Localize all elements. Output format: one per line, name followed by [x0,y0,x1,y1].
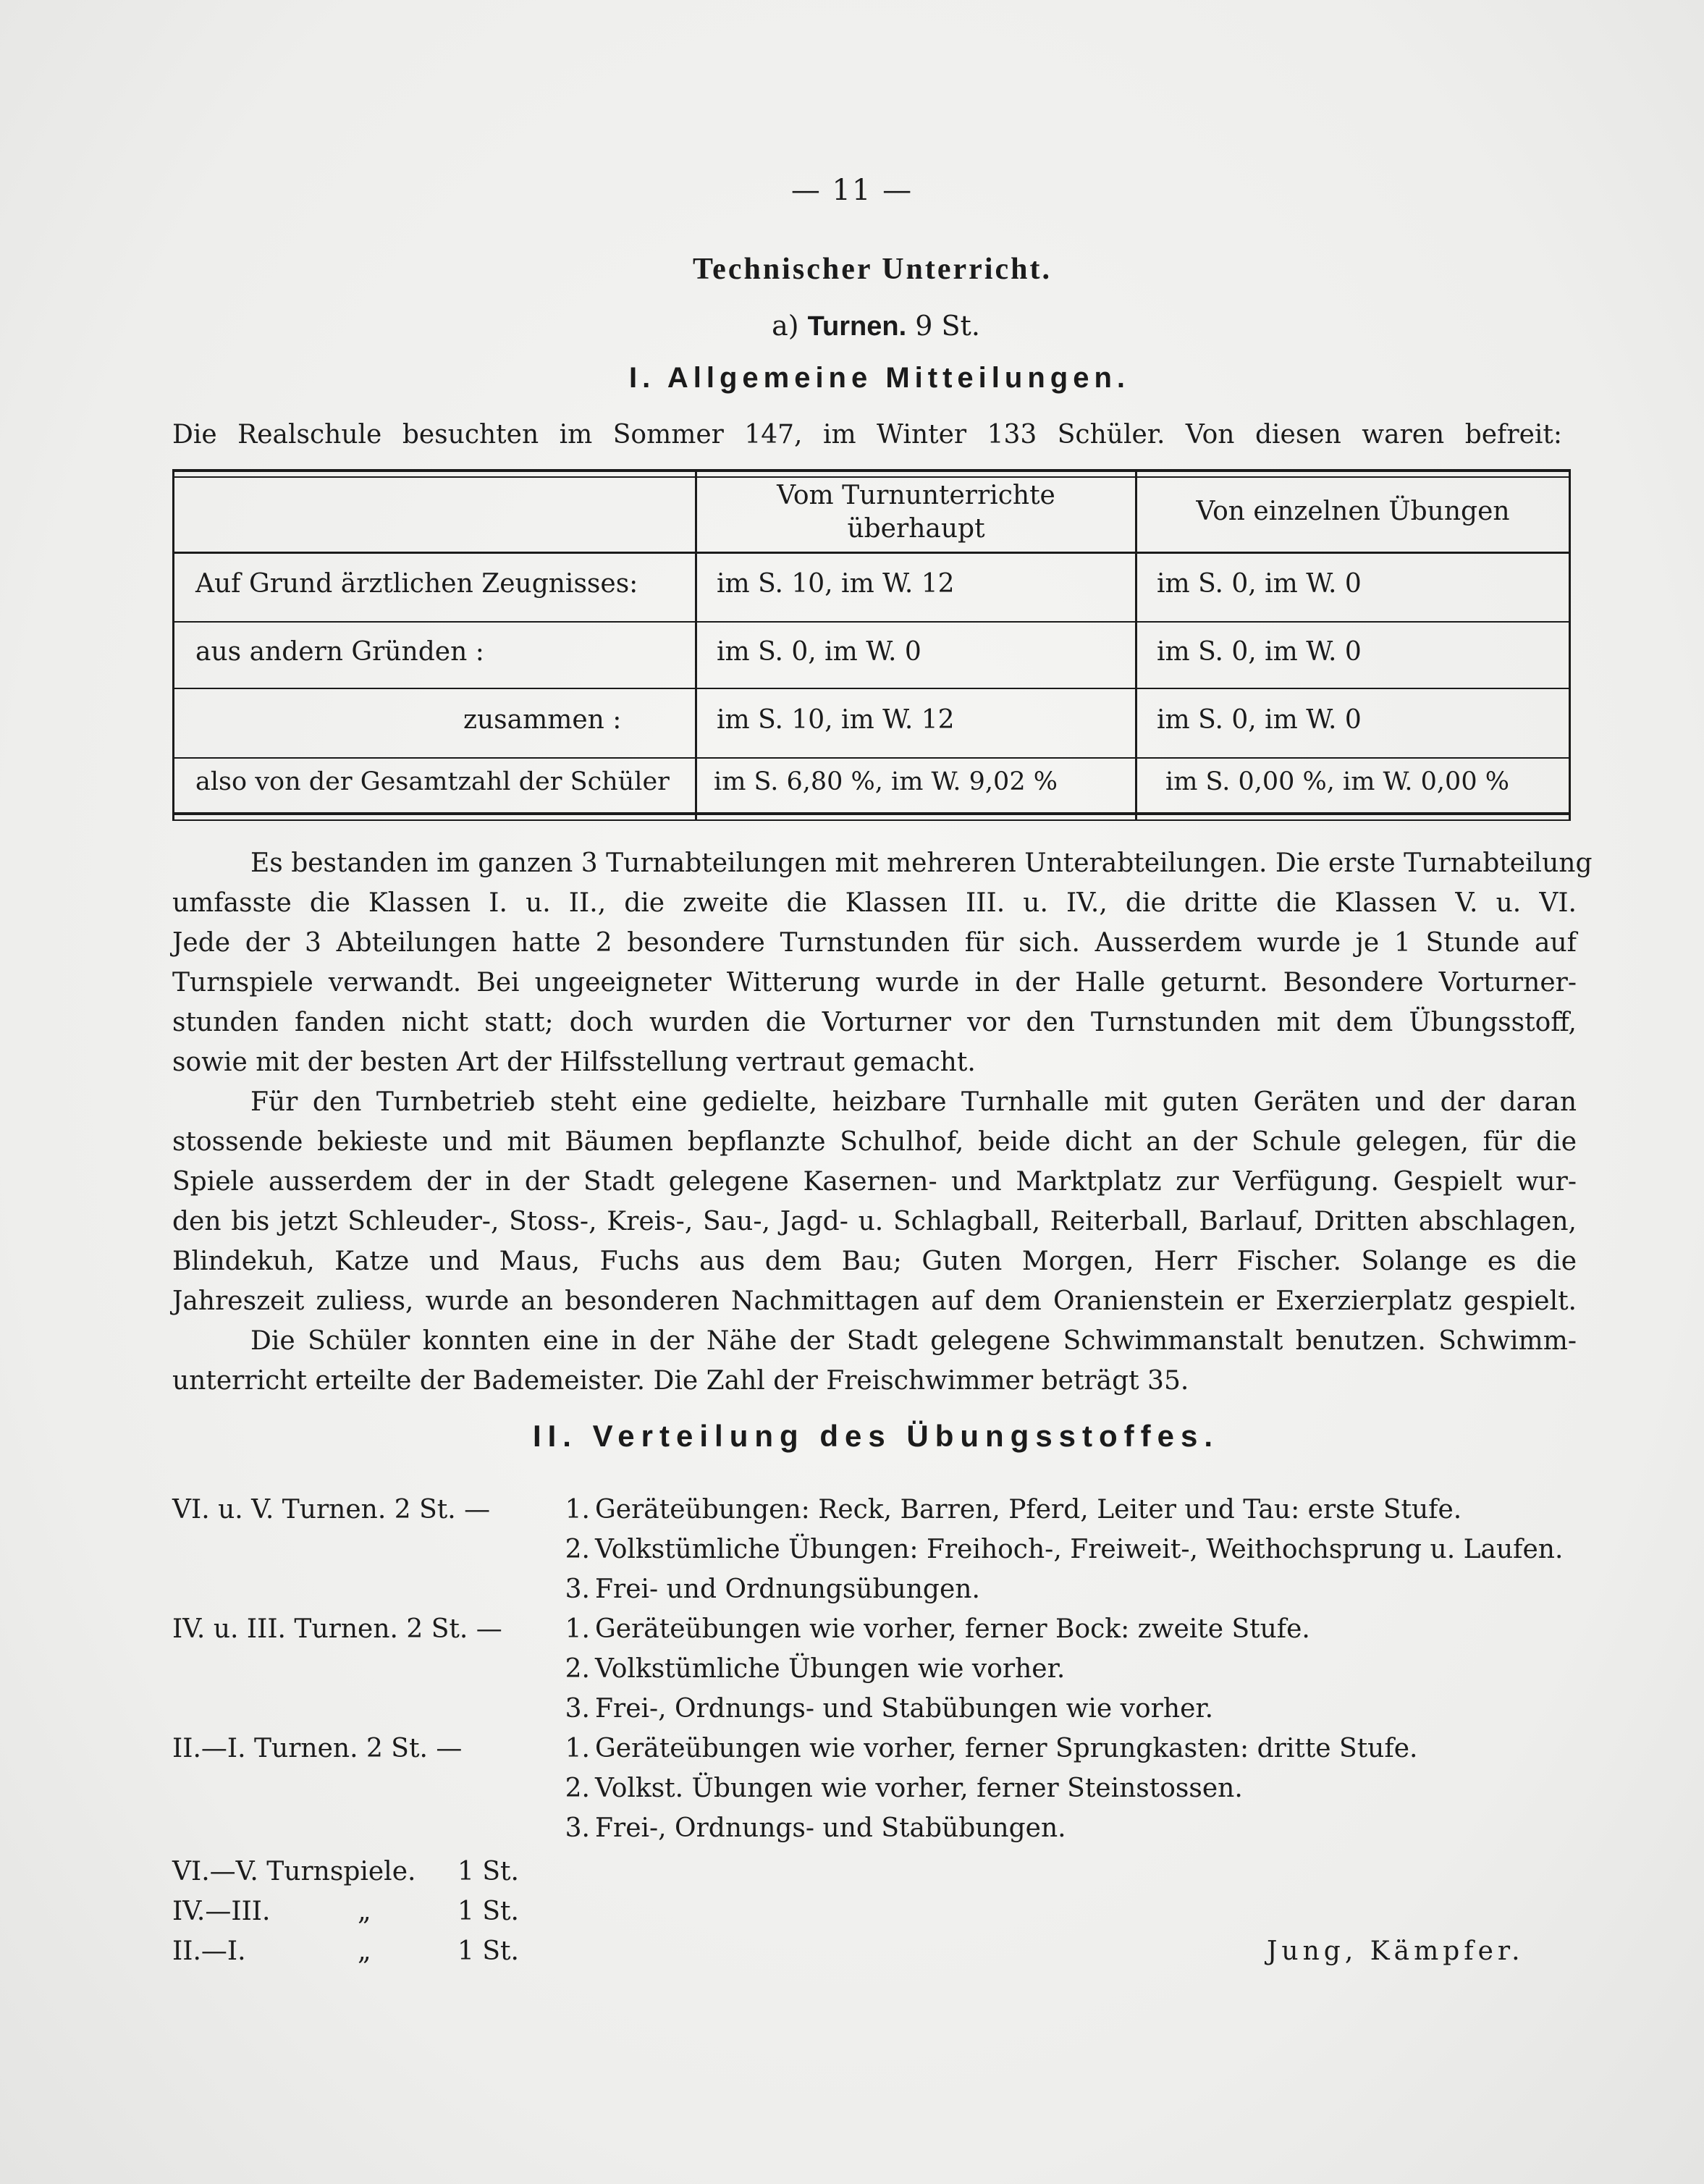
table-rule-top-thin [172,476,1571,478]
item-number: 3. [565,1574,590,1604]
table-rule-bottom-thin [172,819,1571,821]
page-number: — 11 — [790,174,914,207]
text-line: Jahreszeit zuliess, wurde an besonderen Nachmittagen auf dem Oranienstein er Exerzierplatz gespielt. [172,1286,1577,1316]
table-cell: im S. 0, im W. 0 [1157,569,1362,599]
paragraph-organization [172,843,1593,1082]
table-rule-bottom [172,812,1571,815]
table-rule-header [172,552,1571,554]
ditto-mark: „ [358,1936,371,1966]
table-rule-row2 [172,688,1571,689]
text-line: unterricht erteilte der Bademeister. Die Zahl der Freischwimmer beträgt 35. [172,1366,1189,1396]
table-header-total-line2: überhaupt [847,514,985,544]
text-line: Spiele ausserdem der in der Stadt gelegene Kasernen- und Marktplatz zur Verfügung. Gespielt wur- [172,1167,1577,1197]
table-row-label: also von der Gesamtzahl der Schüler [195,767,670,796]
text-line: umfasste die Klassen I. u. II., die zweite die Klassen III. u. IV., die dritte die Klassen V. u. VI. [172,888,1577,918]
table-header-total [697,479,1135,546]
text-line: stossende bekieste und mit Bäumen bepflanzte Schulhof, beide dicht an der Schule gelegen, für die [172,1127,1577,1157]
turnspiele-hours: 1 St. [457,1857,519,1886]
heading-general: I. Allgemeine Mitteilungen. [628,362,1130,394]
turnspiele-hours: 1 St. [457,1897,519,1926]
table-cell: im S. 10, im W. 12 [717,569,955,599]
table-row-label: aus andern Gründen : [195,637,484,667]
item-number: 3. [565,1813,590,1843]
table-rule-row3 [172,757,1571,759]
paragraph-facilities [172,1082,1577,1321]
text-line: Es bestanden im ganzen 3 Turnabteilungen mit mehreren Unterabteilungen. Die erste Turnabteilung [250,848,1593,878]
turnspiele-classes: VI.—V. Turnspiele. [172,1857,416,1886]
text-line: Turnspiele verwandt. Bei ungeeigneter Witterung wurde in der Halle geturnt. Besondere Vorturner- [172,968,1577,998]
table-cell: im S. 0, im W. 0 [1157,705,1362,735]
subsection-hours: 9 St. [915,310,980,342]
distribution-item: Geräteübungen wie vorher, ferner Sprungkasten: dritte Stufe. [595,1734,1418,1763]
item-number: 2. [565,1654,590,1684]
distribution-item: Volkstümliche Übungen: Freihoch-, Freiweit-, Weithochsprung u. Laufen. [595,1535,1564,1564]
table-cell: im S. 6,80 %, im W. 9,02 % [714,767,1058,796]
subsection-title [0,310,1704,342]
table-rule-row1 [172,621,1571,623]
distribution-item: Geräteübungen wie vorher, ferner Bock: zweite Stufe. [595,1614,1310,1644]
distribution-item: Frei- und Ordnungsübungen. [595,1574,980,1604]
distribution-group-label: VI. u. V. Turnen. 2 St. — [172,1495,491,1525]
heading-distribution: II. Verteilung des Übungsstoffes. [532,1419,1220,1453]
ditto-mark: „ [358,1897,371,1926]
distribution-group-label: IV. u. III. Turnen. 2 St. — [172,1614,502,1644]
subsection-name: Turnen. [807,311,907,342]
distribution-item: Volkstümliche Übungen wie vorher. [595,1654,1066,1684]
distribution-item: Frei-, Ordnungs- und Stabübungen wie vorher. [595,1694,1214,1724]
paragraph-swimming [172,1321,1577,1401]
distribution-group-label: II.—I. Turnen. 2 St. — [172,1734,463,1763]
table-cell: im S. 0, im W. 0 [717,637,921,667]
table-rule-right [1569,469,1571,821]
table-rule-left [172,469,174,821]
subsection-prefix: a) [772,310,799,342]
intro-text: Die Realschule besuchten im Sommer 147, im Winter 133 Schüler. Von diesen waren befreit: [172,420,1562,450]
item-number: 1. [565,1614,590,1644]
text-line: den bis jetzt Schleuder-, Stoss-, Kreis-, Sau-, Jagd- u. Schlagball, Reiterball, Barlauf, Dritten abschlagen, [172,1207,1577,1236]
table-row-label: Auf Grund ärztlichen Zeugnisses: [195,569,638,599]
item-number: 1. [565,1734,590,1763]
text-line: stunden fanden nicht statt; doch wurden die Vorturner vor den Turnstunden mit dem Übungsstoff, [172,1008,1577,1037]
item-number: 2. [565,1535,590,1564]
distribution-item: Frei-, Ordnungs- und Stabübungen. [595,1813,1066,1843]
item-number: 1. [565,1495,590,1525]
table-row-label: zusammen : [463,705,622,735]
text-line: Jede der 3 Abteilungen hatte 2 besondere Turnstunden für sich. Ausserdem wurde je 1 Stunde auf [172,928,1577,958]
distribution-item: Geräteübungen: Reck, Barren, Pferd, Leiter und Tau: erste Stufe. [595,1495,1462,1525]
item-number: 2. [565,1774,590,1803]
item-number: 3. [565,1694,590,1724]
table-header-total-line1: Vom Turnunterrichte [777,481,1055,510]
table-cell: im S. 0, im W. 0 [1157,637,1362,667]
text-line: Für den Turnbetrieb steht eine gedielte, heizbare Turnhalle mit guten Geräten und der daran [250,1087,1577,1117]
turnspiele-hours: 1 St. [457,1936,519,1966]
text-line: sowie mit der besten Art der Hilfsstellung vertraut gemacht. [172,1047,976,1077]
signature: Jung, Kämpfer. [1267,1936,1524,1966]
text-line: Blindekuh, Katze und Maus, Fuchs aus dem Bau; Guten Morgen, Herr Fischer. Solange es die [172,1247,1577,1276]
turnspiele-classes: IV.—III. [172,1897,271,1926]
distribution-item: Volkst. Übungen wie vorher, ferner Steinstossen. [595,1774,1243,1803]
table-cell: im S. 0,00 %, im W. 0,00 % [1165,767,1509,796]
table-rule-top [172,469,1571,472]
table-header-partial: Von einzelnen Übungen [1196,497,1510,526]
turnspiele-classes: II.—I. [172,1936,246,1966]
table-cell: im S. 10, im W. 12 [717,705,955,735]
section-title: Technischer Unterricht. [693,253,1052,286]
text-line: Die Schüler konnten eine in der Nähe der Stadt gelegene Schwimmanstalt benutzen. Schwimm- [250,1326,1577,1356]
